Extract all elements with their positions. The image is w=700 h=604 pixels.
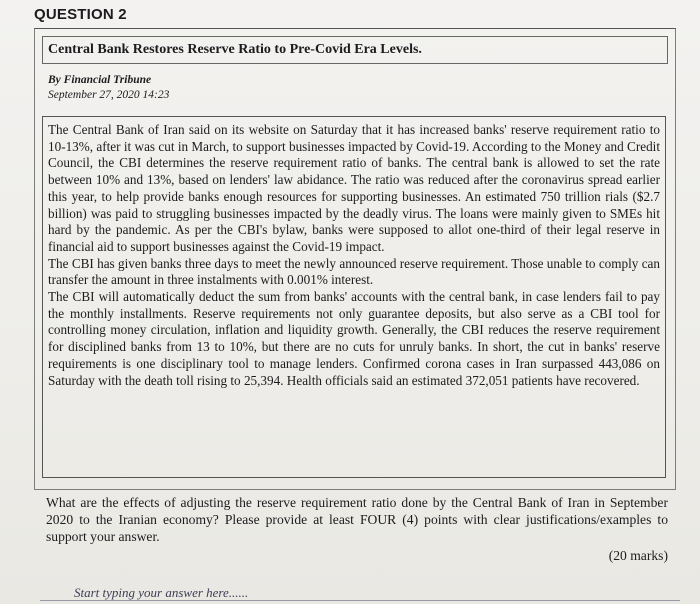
article-byline: By Financial Tribune [48, 74, 152, 86]
article-title: Central Bank Restores Reserve Ratio to Pre-Covid Era Levels. [48, 42, 422, 57]
article-paragraph-2: The CBI has given banks three days to meet the newly announced reserve requirement. Those unable to comply can transfer the amount in three instalments with 0.001% interest. [48, 255, 660, 288]
answer-input-line[interactable] [40, 600, 680, 601]
question-prompt: What are the effects of adjusting the reserve requirement ratio done by the Central Bank of Iran in September 2020 to the Iranian economy? Please provide at least FOUR (4) points with clear justifications/examples to support your answer. [46, 495, 668, 544]
article-date: September 27, 2020 14:23 [48, 89, 170, 101]
article-paragraph-1: The Central Bank of Iran said on its website on Saturday that it has increased banks' reserve requirement ratio to 10-13%, after it was cut in March, to support businesses impacted by Covid-19. According to the Money and Credit Council, the CBI determines the reserve requirement ratio of banks. The central bank is allowed to set the rate between 10% and 13%, based on lenders' law abidance. The ratio was reduced after the coronavirus spread earlier this year, to help provide banks enough resources for supporting businesses. An estimated 750 trillion rials ($2.7 billion) was paid to struggling businesses impacted by the deadly virus. The loans were mainly given to SMEs hit hard by the pandemic. As per the CBI's bylaw, banks were supposed to allot one-third of their legal reserve in financial aid to support businesses against the Covid-19 impact. [48, 122, 660, 254]
answer-input-placeholder[interactable]: Start typing your answer here...... [74, 585, 249, 600]
article-paragraph-3: The CBI will automatically deduct the sum from banks' accounts with the central bank, in case lenders fail to pay the monthly installments. Reserve requirements not only guarantee deposits, but also serve as a CBI tool for controlling money circulation, inflation and liquidity growth. Generally, the CBI reduces the reserve requirement for disciplined banks from 13 to 10%, but there are no cuts for unruly banks. In short, the cut in banks' reserve requirements is one disciplinary tool to manage lenders. Confirmed corona cases in Iran surpassed 443,086 on Saturday with the death toll rising to 25,394. Health officials said an estimated 372,051 patients have recovered. [48, 289, 660, 388]
article-body [48, 122, 660, 389]
marks-label: (20 marks) [608, 548, 668, 563]
question-heading: QUESTION 2 [34, 6, 127, 23]
